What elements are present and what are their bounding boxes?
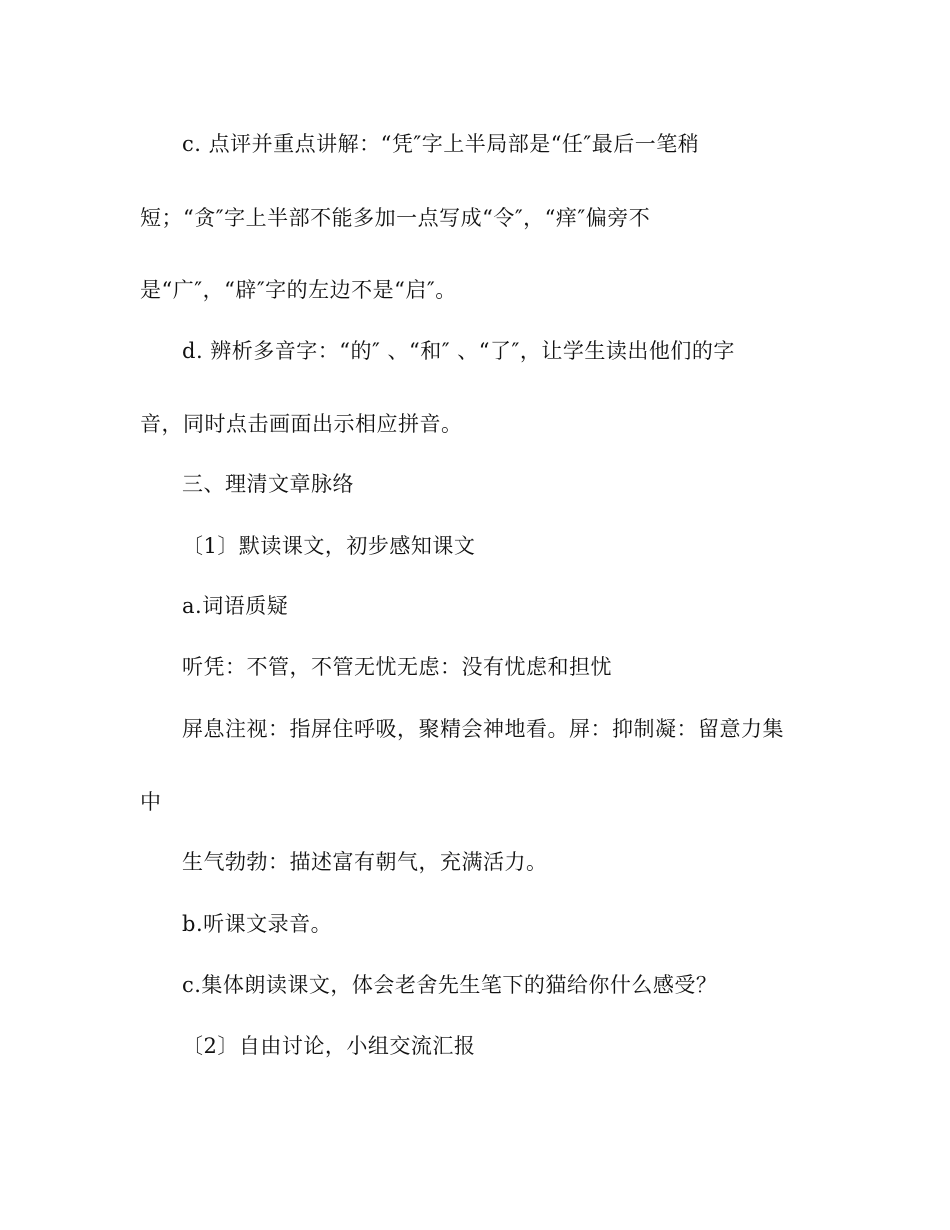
vocab-line-2-wrap: 中 (140, 790, 162, 814)
step-2-heading: 〔2〕自由讨论，小组交流汇报 (182, 1034, 476, 1058)
paragraph-c-line-2: 短；“贪″字上半部不能多加一点写成“令″，“痒″偏旁不 (140, 206, 651, 230)
item-c: c.集体朗读课文，体会老舍先生笔下的猫给你什么感受？ (182, 973, 718, 997)
item-a-heading: a.词语质疑 (182, 594, 289, 618)
vocab-line-2: 屏息注视：指屏住呼吸，聚精会神地看。屏：抑制凝：留意力集 (182, 717, 784, 741)
section-heading: 三、理清文章脉络 (182, 472, 354, 496)
paragraph-d-line-2: 音，同时点击画面出示相应拼音。 (140, 412, 463, 436)
paragraph-d-line-1: d. 辨析多音字：“的″ 、“和″ 、“了″，让学生读出他们的字 (182, 339, 735, 363)
paragraph-c-line-1: c. 点评并重点讲解：“凭″字上半局部是“任″最后一笔稍 (182, 132, 700, 156)
item-b: b.听课文录音。 (182, 912, 333, 936)
step-1-heading: 〔1〕默读课文，初步感知课文 (182, 534, 476, 558)
vocab-line-1: 听凭：不管，不管无忧无虑：没有忧虑和担忧 (182, 655, 612, 679)
vocab-line-3: 生气勃勃：描述富有朝气，充满活力。 (182, 850, 548, 874)
paragraph-c-line-3: 是“广″，“辟″字的左边不是“启″。 (140, 278, 457, 302)
